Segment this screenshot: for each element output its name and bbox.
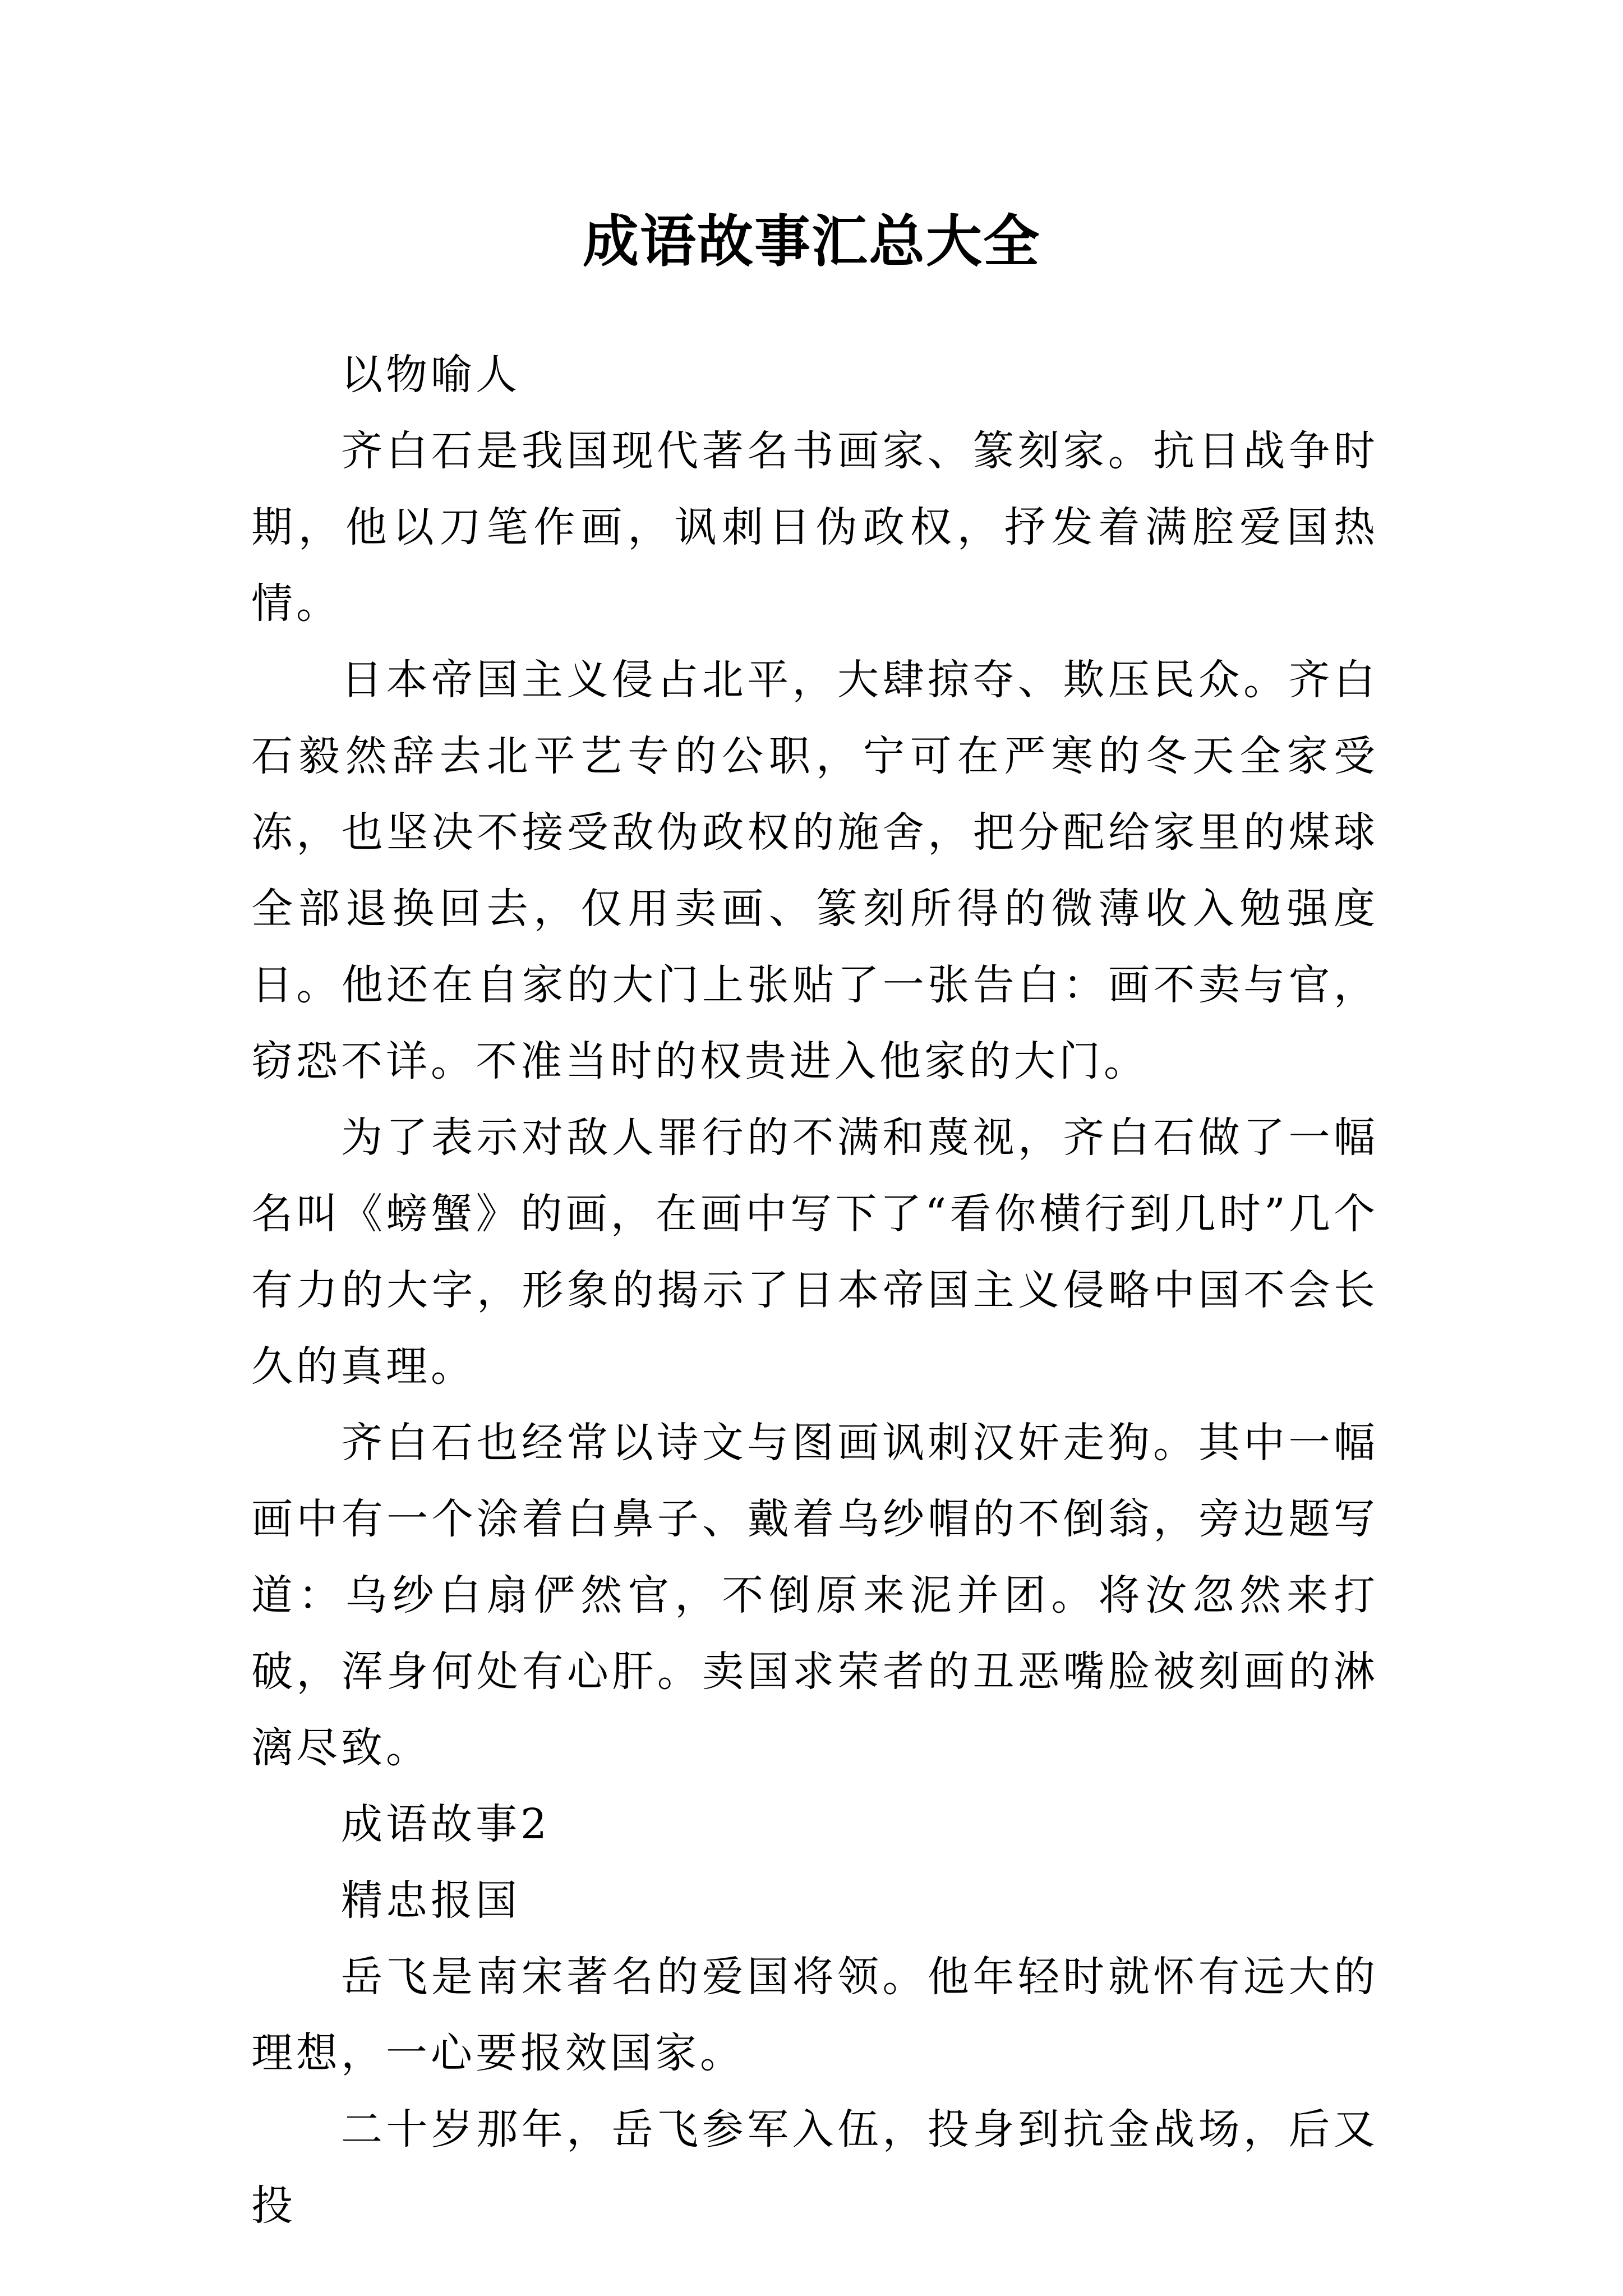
paragraph-8: 岳飞是南宋著名的爱国将领。他年轻时就怀有远大的理想，一心要报效国家。 xyxy=(251,1953,1378,2077)
paragraph-7: 精忠报国 xyxy=(341,1876,520,1925)
paragraph-4: 为了表示对敌人罪行的不满和蔑视，齐白石做了一幅名叫《螃蟹》的画，在画中写下了“看你横行到几时”几个有力的大字，形象的揭示了日本帝国主义侵略中国不会长久的真理。 xyxy=(251,1114,1378,1391)
document-title: 成语故事汇总大全 xyxy=(583,208,1040,274)
paragraph-6: 成语故事2 xyxy=(341,1800,551,1848)
document-body xyxy=(251,337,1378,2244)
paragraph-5: 齐白石也经常以诗文与图画讽刺汉奸走狗。其中一幅画中有一个涂着白鼻子、戴着乌纱帽的不倒翁，旁边题写道：乌纱白扇俨然官，不倒原来泥并团。将汝忽然来打破，浑身何处有心肝。卖国求荣者的丑恶嘴脸被刻画的淋漓尽致。 xyxy=(251,1419,1378,1772)
paragraph-2: 齐白石是我国现代著名书画家、篆刻家。抗日战争时期，他以刀笔作画，讽刺日伪政权，抒发着满腔爱国热情。 xyxy=(251,427,1378,628)
paragraph-1: 以物喻人 xyxy=(341,351,520,399)
paragraph-9: 二十岁那年，岳飞参军入伍，投身到抗金战场，后又投 xyxy=(251,2105,1378,2230)
paragraph-3: 日本帝国主义侵占北平，大肆掠夺、欺压民众。齐白石毅然辞去北平艺专的公职，宁可在严寒的冬天全家受冻，也坚决不接受敌伪政权的施舍，把分配给家里的煤球全部退换回去，仅用卖画、篆刻所得的微薄收入勉强度日。他还在自家的大门上张贴了一张告白：画不卖与官，窃恐不详。不准当时的权贵进入他家的大门。 xyxy=(251,656,1378,1085)
